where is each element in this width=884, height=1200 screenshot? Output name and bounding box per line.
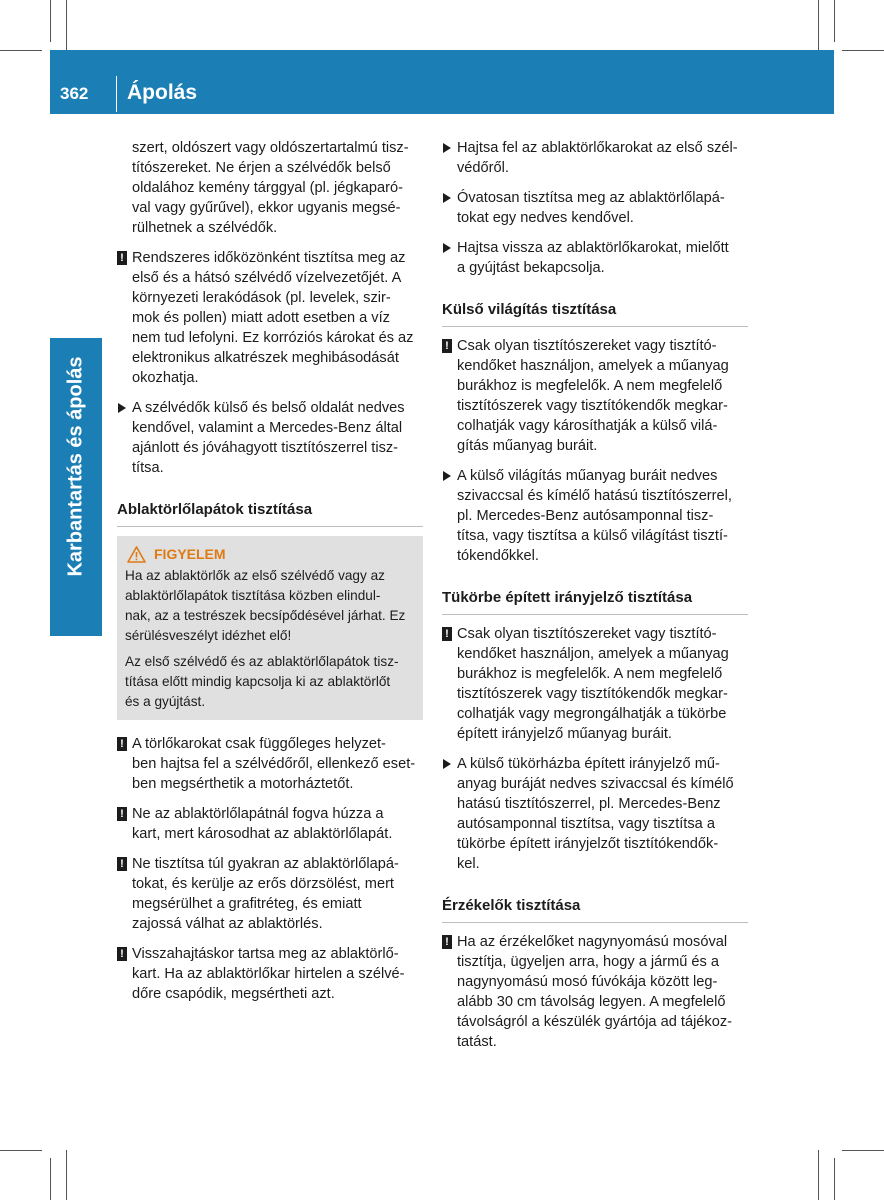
crop-mark xyxy=(818,1150,819,1200)
step-fold-back-arms xyxy=(442,238,748,278)
text-line: burákhoz is megfelelők. A nem megfelelő xyxy=(457,666,723,682)
crop-mark xyxy=(818,0,819,50)
text-line: okozhatja. xyxy=(132,370,199,386)
step-clean-mirror-indicator xyxy=(442,754,748,874)
section-title-mirror-indicator: Tükörbe épített irányjelző tisztítása xyxy=(442,588,748,615)
text-line: Óvatosan tisztítsa meg az ablaktörlőlapá- xyxy=(457,190,725,206)
text-line: mok és pollen) miatt adott esetben a víz xyxy=(132,310,390,326)
exclamation-icon: ! xyxy=(117,251,127,265)
arrow-right-icon xyxy=(443,759,451,769)
text-line: épített irányjelző műanyag buráit. xyxy=(457,726,672,742)
step-clean-windshield xyxy=(117,398,423,478)
text-line: nem tud lefolyni. Ez korróziós károkat és az xyxy=(132,330,414,346)
section-title-sensors: Érzékelők tisztítása xyxy=(442,896,748,923)
text-line: tisztítja, ügyeljen arra, hogy a jármű és a xyxy=(457,954,720,970)
text-line: megsérülhet a grafitréteg, és emiatt xyxy=(132,896,362,912)
exclamation-icon: ! xyxy=(442,627,452,641)
text-line: Csak olyan tisztítószereket vagy tisztító- xyxy=(457,338,717,354)
text-line: A külső világítás műanyag buráit nedves xyxy=(457,468,718,484)
crop-mark xyxy=(0,50,42,51)
warning-box xyxy=(117,536,423,720)
text-line: tisztítószerek vagy tisztítókendők megkar- xyxy=(457,398,728,414)
text-line: szivaccsal és kímélő hatású tisztítószerrel, xyxy=(457,488,732,504)
crop-mark xyxy=(834,0,835,42)
chapter-title: Ápolás xyxy=(127,81,198,104)
text-line: védőről. xyxy=(457,160,509,176)
step-fold-up-arms xyxy=(442,138,748,178)
crop-mark xyxy=(834,1158,835,1200)
text-line: Visszahajtáskor tartsa meg az ablaktörlő- xyxy=(132,946,399,962)
arrow-right-icon xyxy=(443,471,451,481)
notice-fold-back xyxy=(117,944,423,1004)
exclamation-icon: ! xyxy=(117,857,127,871)
exclamation-icon: ! xyxy=(442,935,452,949)
text-line: ben megsérthetik a motorháztetőt. xyxy=(132,776,354,792)
notice-lights-cleaners xyxy=(442,336,748,456)
page-number: 362 xyxy=(60,84,89,103)
crop-mark xyxy=(0,1150,42,1151)
text-line: távolságról a készülék gyártója ad tájékoz- xyxy=(457,1014,732,1030)
text-line: colhatják vagy károsíthatják a külső vilá- xyxy=(457,418,718,434)
text-line: első és a hátsó szélvédő vízelvezetőjét. A xyxy=(132,270,402,286)
text-line: Ne az ablaktörlőlapátnál fogva húzza a xyxy=(132,806,384,822)
text-line: sérülésveszélyt idézhet elő! xyxy=(125,628,292,643)
notice-clean-frequency xyxy=(117,854,423,934)
text-line: elektronikus alkatrészek meghibásodását xyxy=(132,350,399,366)
text-line: kel. xyxy=(457,856,480,872)
text-line: zajossá válhat az ablaktörlés. xyxy=(132,916,323,932)
intro-paragraph xyxy=(117,138,423,238)
text-line: ajánlott és jóváhagyott tisztítószerrel tisz- xyxy=(132,440,399,456)
text-line: és a gyújtást. xyxy=(125,694,206,709)
step-clean-blades xyxy=(442,188,748,228)
exclamation-icon: ! xyxy=(117,947,127,961)
text-line: Ha az ablaktörlők az első szélvédő vagy az xyxy=(125,568,385,583)
side-tab-label-wrap xyxy=(50,338,102,594)
arrow-right-icon xyxy=(443,193,451,203)
crop-mark xyxy=(50,0,51,42)
crop-mark xyxy=(66,0,67,50)
text-line: tokat, és kerülje az erős dörzsölést, mert xyxy=(132,876,394,892)
text-line: dőre csapódik, megsértheti azt. xyxy=(132,986,335,1002)
text-line: val vagy gyűrűvel), ekkor ugyanis megsé- xyxy=(132,200,401,216)
text-line: Ne tisztítsa túl gyakran az ablaktörlőlapá- xyxy=(132,856,399,872)
crop-mark xyxy=(842,50,884,51)
text-line: Rendszeres időközönként tisztítsa meg az xyxy=(132,250,406,266)
text-line: Ha az érzékelőket nagynyomású mosóval xyxy=(457,934,728,950)
text-line: Csak olyan tisztítószereket vagy tisztító- xyxy=(457,626,717,642)
text-line: hatású tisztítószerrel, pl. Mercedes-Benz xyxy=(457,796,721,812)
warning-title: FIGYELEM xyxy=(154,546,226,562)
text-line: burákhoz is megfelelők. A nem megfelelő xyxy=(457,378,723,394)
text-line: títsa, vagy tisztítsa a külső világítást tisztí- xyxy=(457,528,728,544)
text-line: alább 30 cm távolság legyen. A megfelelő xyxy=(457,994,726,1010)
text-line: kendőket használjon, amelyek a műanyag xyxy=(457,358,729,374)
exclamation-icon: ! xyxy=(117,737,127,751)
text-line: A szélvédők külső és belső oldalát nedves xyxy=(132,400,405,416)
right-column xyxy=(442,138,748,1062)
text-line: a gyújtást bekapcsolja. xyxy=(457,260,605,276)
text-line: Hajtsa fel az ablaktörlőkarokat az első szél- xyxy=(457,140,738,156)
text-line: ben hajtsa fel a szélvédőről, ellenkező eset- xyxy=(132,756,416,772)
exclamation-icon: ! xyxy=(117,807,127,821)
warning-header xyxy=(125,544,415,564)
header-divider xyxy=(116,76,117,112)
text-line: kart, mert károsodhat az ablaktörlőlapát. xyxy=(132,826,393,842)
text-line: szert, oldószert vagy oldószertartalmú tisz- xyxy=(132,140,409,156)
text-line: kendővel, valamint a Mercedes-Benz által xyxy=(132,420,403,436)
notice-mirror-cleaners xyxy=(442,624,748,744)
left-column xyxy=(117,138,423,1014)
text-line: rülhetnek a szélvédők. xyxy=(132,220,278,236)
text-line: A törlőkarokat csak függőleges helyzet- xyxy=(132,736,386,752)
step-clean-lights xyxy=(442,466,748,566)
warning-triangle-icon xyxy=(127,546,146,563)
text-line: tókendőkkel. xyxy=(457,548,539,564)
warning-paragraph xyxy=(125,652,415,712)
text-line: títsa. xyxy=(132,460,164,476)
text-line: gítás műanyag buráit. xyxy=(457,438,598,454)
section-title-wipers: Ablaktörlőlapátok tisztítása xyxy=(117,500,423,527)
crop-mark xyxy=(66,1150,67,1200)
header-rule xyxy=(50,112,834,114)
text-line: tokat egy nedves kendővel. xyxy=(457,210,634,226)
text-line: ablaktörlőlapátok tisztítása közben elindul- xyxy=(125,588,381,603)
text-line: títása előtt mindig kapcsolja ki az ablaktörlőt xyxy=(125,674,391,689)
text-line: pl. Mercedes-Benz autósamponnal tisz- xyxy=(457,508,714,524)
text-line: kendőket használjon, amelyek a műanyag xyxy=(457,646,729,662)
text-line: nagynyomású mosó fúvókája között leg- xyxy=(457,974,718,990)
section-title-exterior-lights: Külső világítás tisztítása xyxy=(442,300,748,327)
text-line: títószereket. Ne érjen a szélvédők belső xyxy=(132,160,391,176)
notice-sensors-pressure-washer xyxy=(442,932,748,1052)
text-line: környezeti lerakódások (pl. levelek, szir- xyxy=(132,290,391,306)
text-line: kart. Ha az ablaktörlőkar hirtelen a szélvé- xyxy=(132,966,405,982)
text-line: oldalához kemény tárggyal (pl. jégkaparó- xyxy=(132,180,403,196)
text-line: Az első szélvédő és az ablaktörlőlapátok tisz- xyxy=(125,654,399,669)
warning-paragraph xyxy=(125,566,415,646)
text-line: colhatják vagy megrongálhatják a tükörbe xyxy=(457,706,727,722)
arrow-right-icon xyxy=(443,243,451,253)
text-line: tatást. xyxy=(457,1034,497,1050)
side-tab-label: Karbantartás és ápolás xyxy=(64,355,87,577)
crop-mark xyxy=(842,1150,884,1151)
notice-drains xyxy=(117,248,423,388)
text-line: anyag buráját nedves szivaccsal és kímélő xyxy=(457,776,734,792)
text-line: autósamponnal tisztítsa, vagy tisztítsa a xyxy=(457,816,715,832)
notice-wiper-blade-pull xyxy=(117,804,423,844)
arrow-right-icon xyxy=(118,403,126,413)
text-line: tükörbe épített irányjelzőt tisztítókendők- xyxy=(457,836,719,852)
text-line: Hajtsa vissza az ablaktörlőkarokat, mielőtt xyxy=(457,240,729,256)
text-line: A külső tükörházba épített irányjelző mű- xyxy=(457,756,720,772)
exclamation-icon: ! xyxy=(442,339,452,353)
text-line: nak, az a testrészek becsípődésével járhat. Ez xyxy=(125,608,406,623)
notice-wiper-arms xyxy=(117,734,423,794)
text-line: tisztítószerek vagy tisztítókendők megkar- xyxy=(457,686,728,702)
arrow-right-icon xyxy=(443,143,451,153)
crop-mark xyxy=(50,1158,51,1200)
